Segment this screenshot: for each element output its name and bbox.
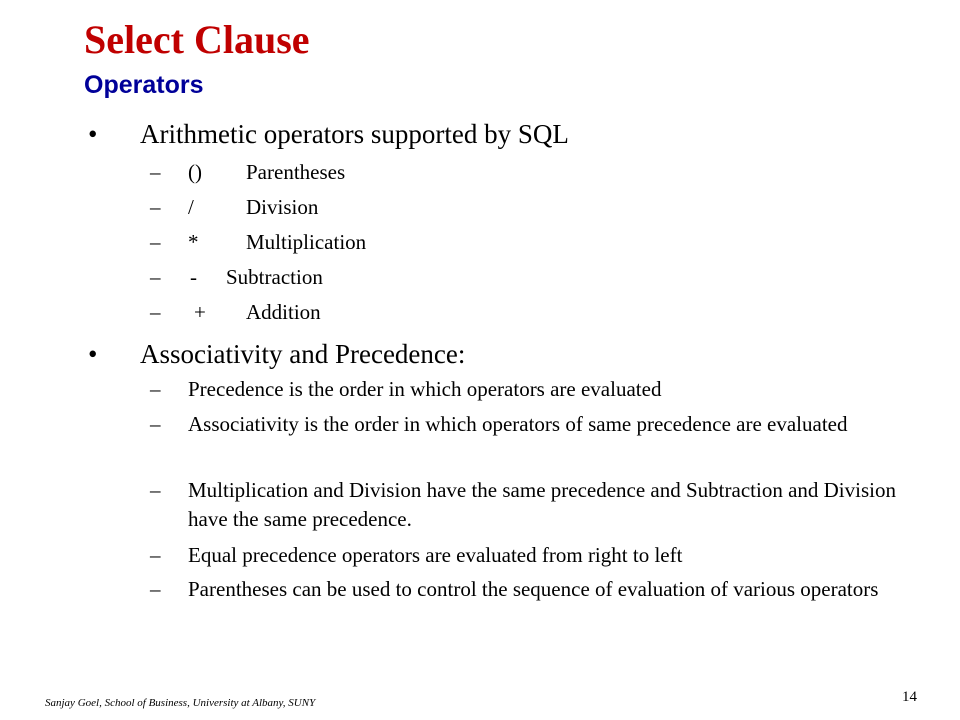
dash-marker: –	[150, 577, 161, 601]
sub-point-text: Precedence is the order in which operators are evaluated	[188, 377, 662, 401]
dash-marker: –	[150, 265, 161, 289]
operator-name: Subtraction	[226, 265, 323, 289]
dash-marker: –	[150, 478, 161, 502]
sub-point-text: Multiplication and Division have the same precedence and Subtraction and Division have the same precedence.	[188, 478, 896, 531]
operator-symbol: -	[190, 265, 197, 289]
slide-subtitle: Operators	[84, 71, 204, 99]
operator-symbol: ()	[188, 160, 202, 184]
operator-name: Multiplication	[246, 230, 367, 254]
page-number: 14	[902, 689, 917, 705]
operator-name: Parentheses	[246, 160, 346, 184]
sub-point-text: Parentheses can be used to control the sequence of evaluation of various operators	[188, 577, 879, 601]
bullet-marker: •	[88, 119, 98, 149]
slide-title: Select Clause	[84, 17, 310, 62]
operator-name: Division	[246, 195, 319, 219]
operator-symbol: +	[194, 300, 206, 324]
sub-point-text: Equal precedence operators are evaluated from right to left	[188, 543, 683, 567]
bullet-text: Arithmetic operators supported by SQL	[140, 119, 569, 149]
operator-name: Addition	[246, 300, 321, 324]
bullet-marker: •	[88, 339, 98, 369]
operator-symbol: /	[188, 195, 194, 219]
dash-marker: –	[150, 543, 161, 567]
dash-marker: –	[150, 412, 161, 436]
bullet-text: Associativity and Precedence:	[140, 339, 466, 369]
sub-point-text: Associativity is the order in which operators of same precedence are evaluated	[188, 412, 848, 436]
dash-marker: –	[150, 160, 161, 184]
dash-marker: –	[150, 230, 161, 254]
dash-marker: –	[150, 195, 161, 219]
dash-marker: –	[150, 377, 161, 401]
slide-footer: Sanjay Goel, School of Business, University at Albany, SUNY	[45, 697, 316, 709]
operator-symbol: *	[188, 230, 199, 254]
dash-marker: –	[150, 300, 161, 324]
